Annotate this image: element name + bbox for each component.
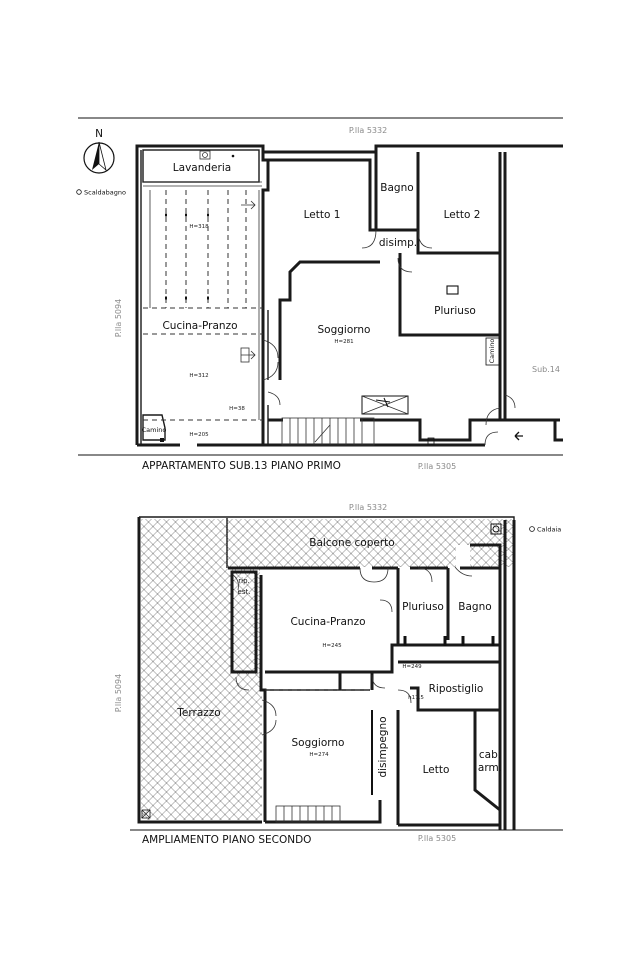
scaldabagno-icon [77, 190, 82, 195]
label-camino-left: Camino [141, 426, 167, 434]
f2-parcel-bottom: P.lla 5305 [417, 834, 457, 843]
room-pluriuso-f1: Pluriuso [434, 305, 476, 317]
f1-parcel-top: P.lla 5332 [348, 126, 388, 135]
room-soggiorno-f2: Soggiorno [291, 737, 345, 749]
f1-caption: APPARTAMENTO SUB.13 PIANO PRIMO [142, 460, 341, 472]
height-17-5: h17,5 [408, 695, 424, 701]
room-letto: Letto [422, 764, 450, 776]
room-cucina-f2: Cucina-Pranzo [290, 616, 366, 628]
height-38: H=38 [229, 406, 245, 412]
f1-neighbor-label: Sub.14 [532, 365, 560, 374]
room-pluriuso-f2: Pluriuso [402, 601, 444, 613]
f2-caption: AMPLIAMENTO PIANO SECONDO [142, 834, 312, 846]
room-cab: cab. [478, 749, 502, 761]
legend-caldaia [530, 526, 562, 534]
entrance-arrow-icon [515, 432, 523, 440]
f1-parcel-bottom: P.lla 5305 [417, 462, 457, 471]
room-bagno-f2: Bagno [458, 601, 492, 613]
room-bagno-f1: Bagno [380, 182, 414, 194]
room-lavanderia: Lavanderia [172, 162, 232, 174]
height-274: H=274 [309, 752, 329, 758]
room-letto2: Letto 2 [443, 209, 481, 221]
height-281: H=281 [334, 339, 354, 345]
height-312: H=312 [189, 373, 209, 379]
height-318: H=318 [189, 224, 209, 230]
f2-parcel-left: P.lla 5094 [114, 673, 123, 713]
room-balcone: Balcone coperto [309, 537, 395, 549]
f2-tiled-areas [141, 519, 514, 820]
f1-pluriuso-fixture [447, 286, 458, 294]
label-camino-right: Camino [488, 338, 496, 364]
legend-scaldabagno-label: Scaldabagno [84, 188, 126, 197]
room-est: est. [237, 588, 251, 596]
north-arrow-icon [84, 128, 114, 173]
height-249: H=249 [402, 664, 422, 670]
f1-parcel-left: P.lla 5094 [114, 298, 123, 338]
room-soggiorno-f1: Soggiorno [317, 324, 371, 336]
room-rip: rip. [238, 577, 250, 585]
room-terrazzo: Terrazzo [177, 707, 221, 719]
room-cucina-f1: Cucina-Pranzo [162, 320, 238, 332]
room-letto1: Letto 1 [303, 209, 341, 221]
f1-fireplace-soggiorno [362, 396, 408, 414]
legend-caldaia-label: Caldaia [537, 525, 562, 534]
f2-staircase [276, 806, 340, 822]
f2-parcel-top: P.lla 5332 [348, 503, 388, 512]
height-245: H=245 [322, 643, 342, 649]
room-ripostiglio: Ripostiglio [428, 683, 484, 695]
f1-corner-fixture [160, 438, 164, 442]
north-label: N [95, 128, 103, 140]
room-arm: arm. [477, 762, 503, 774]
f1-walls [137, 146, 563, 446]
height-205: H=205 [189, 432, 209, 438]
caldaia-icon [530, 527, 535, 532]
room-disimp: disimp. [378, 237, 418, 249]
legend-scaldabagno [77, 189, 126, 197]
f1-staircase [282, 418, 374, 445]
room-disimpegno: disimpegno [377, 716, 389, 778]
